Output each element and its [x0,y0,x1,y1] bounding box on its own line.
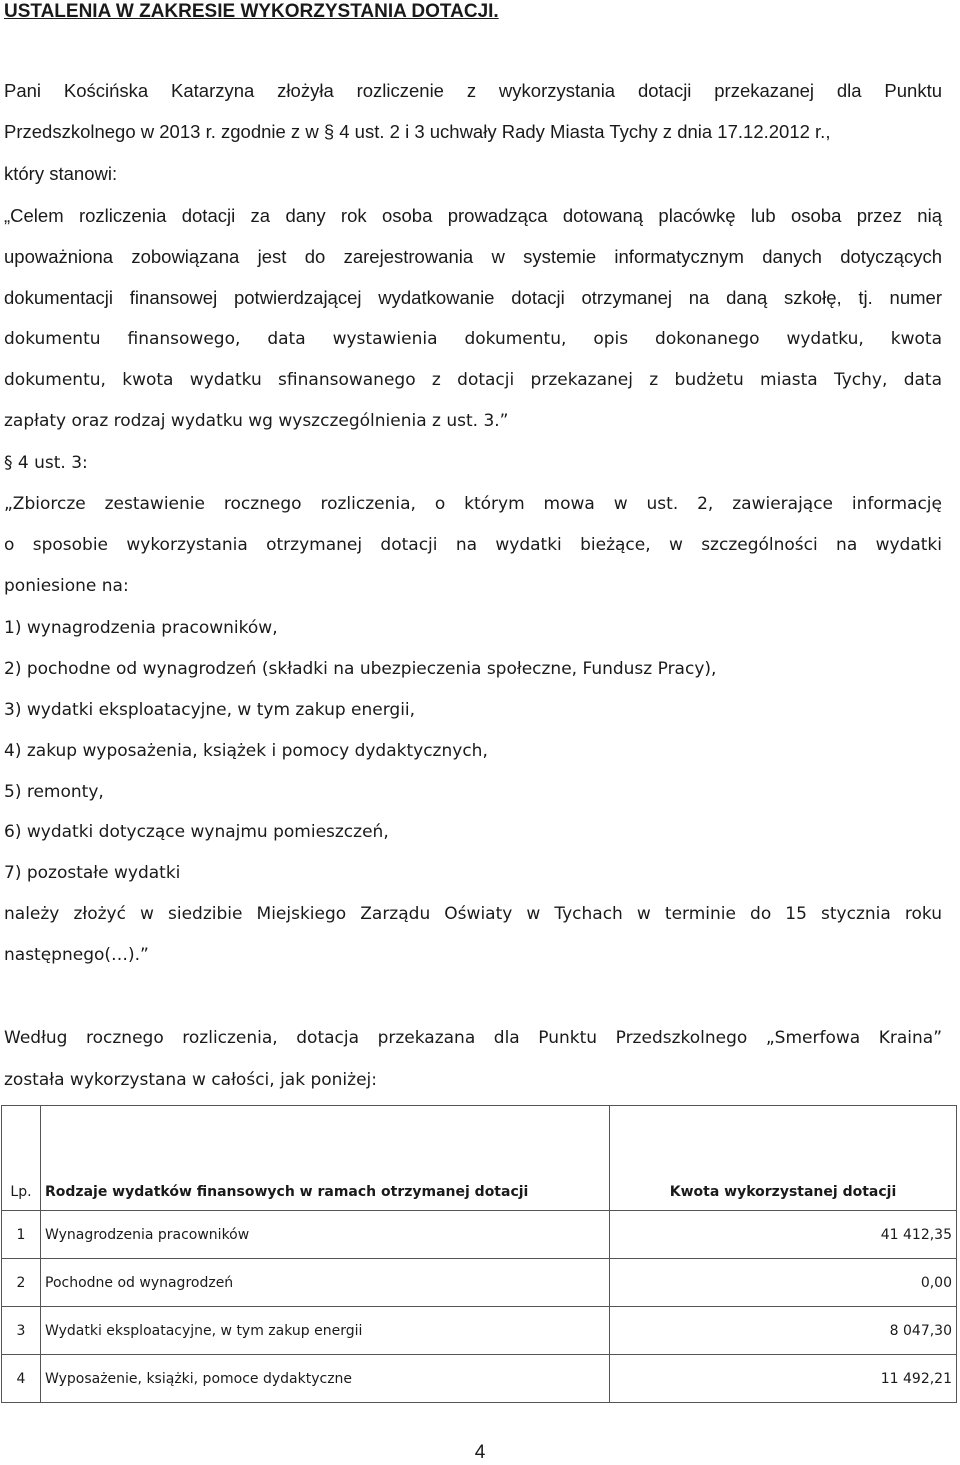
row-amount: 8 047,30 [610,1307,957,1355]
table-row [2,1211,957,1259]
list-item: 1) wynagrodzenia pracowników, [4,618,278,638]
row-lp: 3 [2,1307,41,1355]
quote2-line: o sposobie wykorzystania otrzymanej dotacji na wydatki bieżące, w szczególności na wydatki [4,535,942,555]
row-expense-type: Wydatki eksploatacyjne, w tym zakup energii [41,1307,610,1355]
intro-line-3: który stanowi: [4,163,118,184]
quote1-line: upoważniona zobowiązana jest do zarejestrowania w systemie informatycznym danych dotyczących [4,246,942,267]
header-expense-type: Rodzaje wydatków finansowych w ramach otrzymanej dotacji [41,1106,610,1211]
row-amount: 11 492,21 [610,1355,957,1403]
page-number: 4 [474,1442,486,1463]
section-heading: USTALENIA W ZAKRESIE WYKORZYSTANIA DOTACJI. [4,1,499,22]
header-lp: Lp. [2,1106,41,1211]
table-row [2,1307,957,1355]
expenses-table [1,1105,957,1403]
row-expense-type: Wyposażenie, książki, pomoce dydaktyczne [41,1355,610,1403]
summary-line: została wykorzystana w całości, jak poniżej: [4,1070,377,1090]
intro-line-1: Pani Kościńska Katarzyna złożyła rozliczenie z wykorzystania dotacji przekazanej dla Punktu [4,80,942,101]
list-item: 2) pochodne od wynagrodzeń (składki na ubezpieczenia społeczne, Fundusz Pracy), [4,659,717,679]
quote1-line: zapłaty oraz rodzaj wydatku wg wyszczególnienia z ust. 3.” [4,411,509,431]
summary-line: Według rocznego rozliczenia, dotacja przekazana dla Punktu Przedszkolnego „Smerfowa Kraina” [4,1028,942,1048]
intro-line-2: Przedszkolnego w 2013 r. zgodnie z w § 4 ust. 2 i 3 uchwały Rady Miasta Tychy z dnia 17.12.2012 r., [4,121,831,142]
row-expense-type: Pochodne od wynagrodzeń [41,1259,610,1307]
table-header-row [2,1106,957,1211]
row-amount: 41 412,35 [610,1211,957,1259]
row-lp: 2 [2,1259,41,1307]
section-reference: § 4 ust. 3: [4,453,88,473]
closing-line: należy złożyć w siedzibie Miejskiego Zarządu Oświaty w Tychach w terminie do 15 stycznia roku [4,904,942,924]
quote2-line: „Zbiorcze zestawienie rocznego rozliczenia, o którym mowa w ust. 2, zawierające informację [4,494,942,514]
closing-line: następnego(…).” [4,945,149,965]
row-expense-type: Wynagrodzenia pracowników [41,1211,610,1259]
list-item: 4) zakup wyposażenia, książek i pomocy dydaktycznych, [4,741,488,761]
row-lp: 1 [2,1211,41,1259]
quote1-line: dokumentu, kwota wydatku sfinansowanego z dotacji przekazanej z budżetu miasta Tychy, data [4,370,942,390]
quote1-line: dokumentu finansowego, data wystawienia dokumentu, opis dokonanego wydatku, kwota [4,329,942,349]
list-item: 3) wydatki eksploatacyjne, w tym zakup energii, [4,700,416,720]
row-amount: 0,00 [610,1259,957,1307]
list-item: 6) wydatki dotyczące wynajmu pomieszczeń, [4,822,389,842]
table-row [2,1259,957,1307]
quote1-line: „Celem rozliczenia dotacji za dany rok osoba prowadząca dotowaną placówkę lub osoba przez nią [4,205,942,226]
header-amount: Kwota wykorzystanej dotacji [610,1106,957,1211]
list-item: 7) pozostałe wydatki [4,863,181,883]
quote2-line: poniesione na: [4,576,129,596]
list-item: 5) remonty, [4,782,104,802]
table-row [2,1355,957,1403]
row-lp: 4 [2,1355,41,1403]
quote1-line: dokumentacji finansowej potwierdzającej wydatkowanie dotacji otrzymanej na daną szkołę, tj. numer [4,287,942,308]
